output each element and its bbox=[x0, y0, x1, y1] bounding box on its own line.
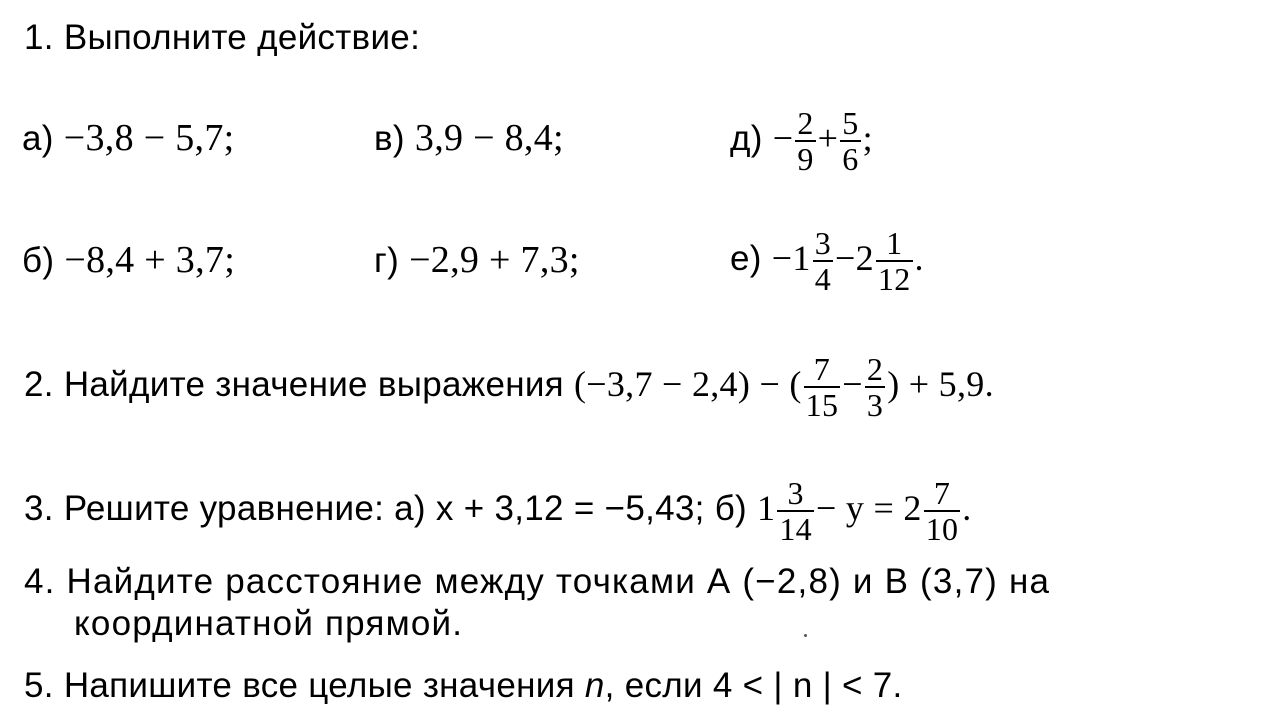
fraction-denominator: 14 bbox=[779, 510, 812, 547]
fraction-numerator: 2 bbox=[797, 104, 814, 141]
problem-2-fraction-1 bbox=[804, 352, 841, 422]
fraction-denominator: 6 bbox=[842, 140, 859, 177]
problem-4-line-1: 4. Найдите расстояние между точками А (−2,8) и В (3,7) на bbox=[24, 562, 1051, 601]
fraction-denominator: 12 bbox=[877, 260, 911, 297]
problem-1e-op: − bbox=[835, 238, 856, 278]
problem-5-suffix: , если 4 < | n | < 7. bbox=[604, 666, 903, 705]
problem-1d bbox=[730, 98, 873, 179]
fraction-numerator: 7 bbox=[804, 352, 841, 388]
problem-1e-end: . bbox=[914, 238, 924, 278]
problem-5-prefix: 5. Напишите все целые значения bbox=[24, 666, 575, 705]
problem-1b-label: б) bbox=[22, 241, 55, 280]
fraction-numerator: 3 bbox=[777, 476, 814, 512]
problem-3-fraction-2 bbox=[924, 476, 961, 546]
problem-1e-fraction-1 bbox=[813, 226, 833, 296]
problem-2-minus: − bbox=[842, 364, 863, 404]
problem-1e-fraction-2 bbox=[876, 226, 913, 296]
problem-1a-expr: −3,8 − 5,7; bbox=[63, 117, 235, 159]
fraction-numerator: 1 bbox=[876, 226, 913, 262]
problem-1v bbox=[374, 118, 564, 159]
fraction-numerator: 5 bbox=[842, 104, 859, 141]
problem-1v-label: в) bbox=[374, 119, 405, 158]
problem-4-line-2: координатной прямой. bbox=[74, 604, 464, 643]
problem-1e-whole-2: 2 bbox=[855, 238, 874, 278]
problem-1a-label: а) bbox=[22, 119, 54, 158]
problem-1g bbox=[374, 240, 580, 281]
scan-speck bbox=[804, 634, 807, 637]
problem-1e-whole-1: 1 bbox=[792, 238, 811, 278]
problem-3-fraction-1 bbox=[777, 476, 814, 546]
fraction-denominator: 9 bbox=[797, 140, 814, 177]
fraction-denominator: 15 bbox=[805, 386, 839, 423]
problem-1d-label: д) bbox=[730, 119, 763, 158]
problem-3-text: 3. Решите уравнение: а) х + 3,12 = −5,43; б) bbox=[24, 489, 748, 528]
problem-3-whole-1: 1 bbox=[757, 488, 776, 528]
problem-1-title: 1. Выполните действие: bbox=[24, 18, 421, 57]
problem-1v-expr: 3,9 − 8,4; bbox=[414, 117, 564, 159]
problem-2-fraction-2 bbox=[865, 352, 885, 422]
problem-1g-expr: −2,9 + 7,3; bbox=[409, 239, 580, 281]
problem-1e-label: е) bbox=[730, 239, 762, 278]
problem-2-part-2: ) + 5,9. bbox=[887, 364, 994, 404]
problem-3-end: . bbox=[962, 488, 972, 528]
fraction-denominator: 4 bbox=[814, 260, 831, 297]
problem-5 bbox=[24, 666, 903, 706]
problem-1d-fraction-2 bbox=[840, 106, 860, 176]
fraction-denominator: 10 bbox=[925, 510, 959, 547]
problem-1d-plus: + bbox=[817, 118, 839, 158]
problem-1e bbox=[730, 218, 924, 299]
problem-5-variable: n bbox=[584, 666, 605, 705]
fraction-numerator: 2 bbox=[866, 350, 884, 387]
problem-1b bbox=[22, 240, 235, 281]
problem-2 bbox=[24, 344, 994, 425]
problem-1d-fraction-1 bbox=[795, 106, 815, 176]
problem-1d-end: ; bbox=[862, 118, 873, 158]
problem-1e-minus: − bbox=[771, 238, 793, 278]
problem-2-part-1: (−3,7 − 2,4) − ( bbox=[573, 364, 802, 404]
problem-3-middle: − y = 2 bbox=[815, 488, 922, 528]
problem-2-text: 2. Найдите значение выражения bbox=[24, 365, 564, 404]
problem-1b-expr: −8,4 + 3,7; bbox=[64, 239, 236, 281]
fraction-numerator: 7 bbox=[924, 476, 961, 512]
problem-3 bbox=[24, 468, 972, 549]
problem-1a bbox=[22, 118, 235, 159]
fraction-denominator: 3 bbox=[866, 386, 884, 423]
problem-1d-minus: − bbox=[772, 118, 794, 158]
fraction-numerator: 3 bbox=[814, 224, 831, 261]
problem-1g-label: г) bbox=[374, 241, 400, 280]
